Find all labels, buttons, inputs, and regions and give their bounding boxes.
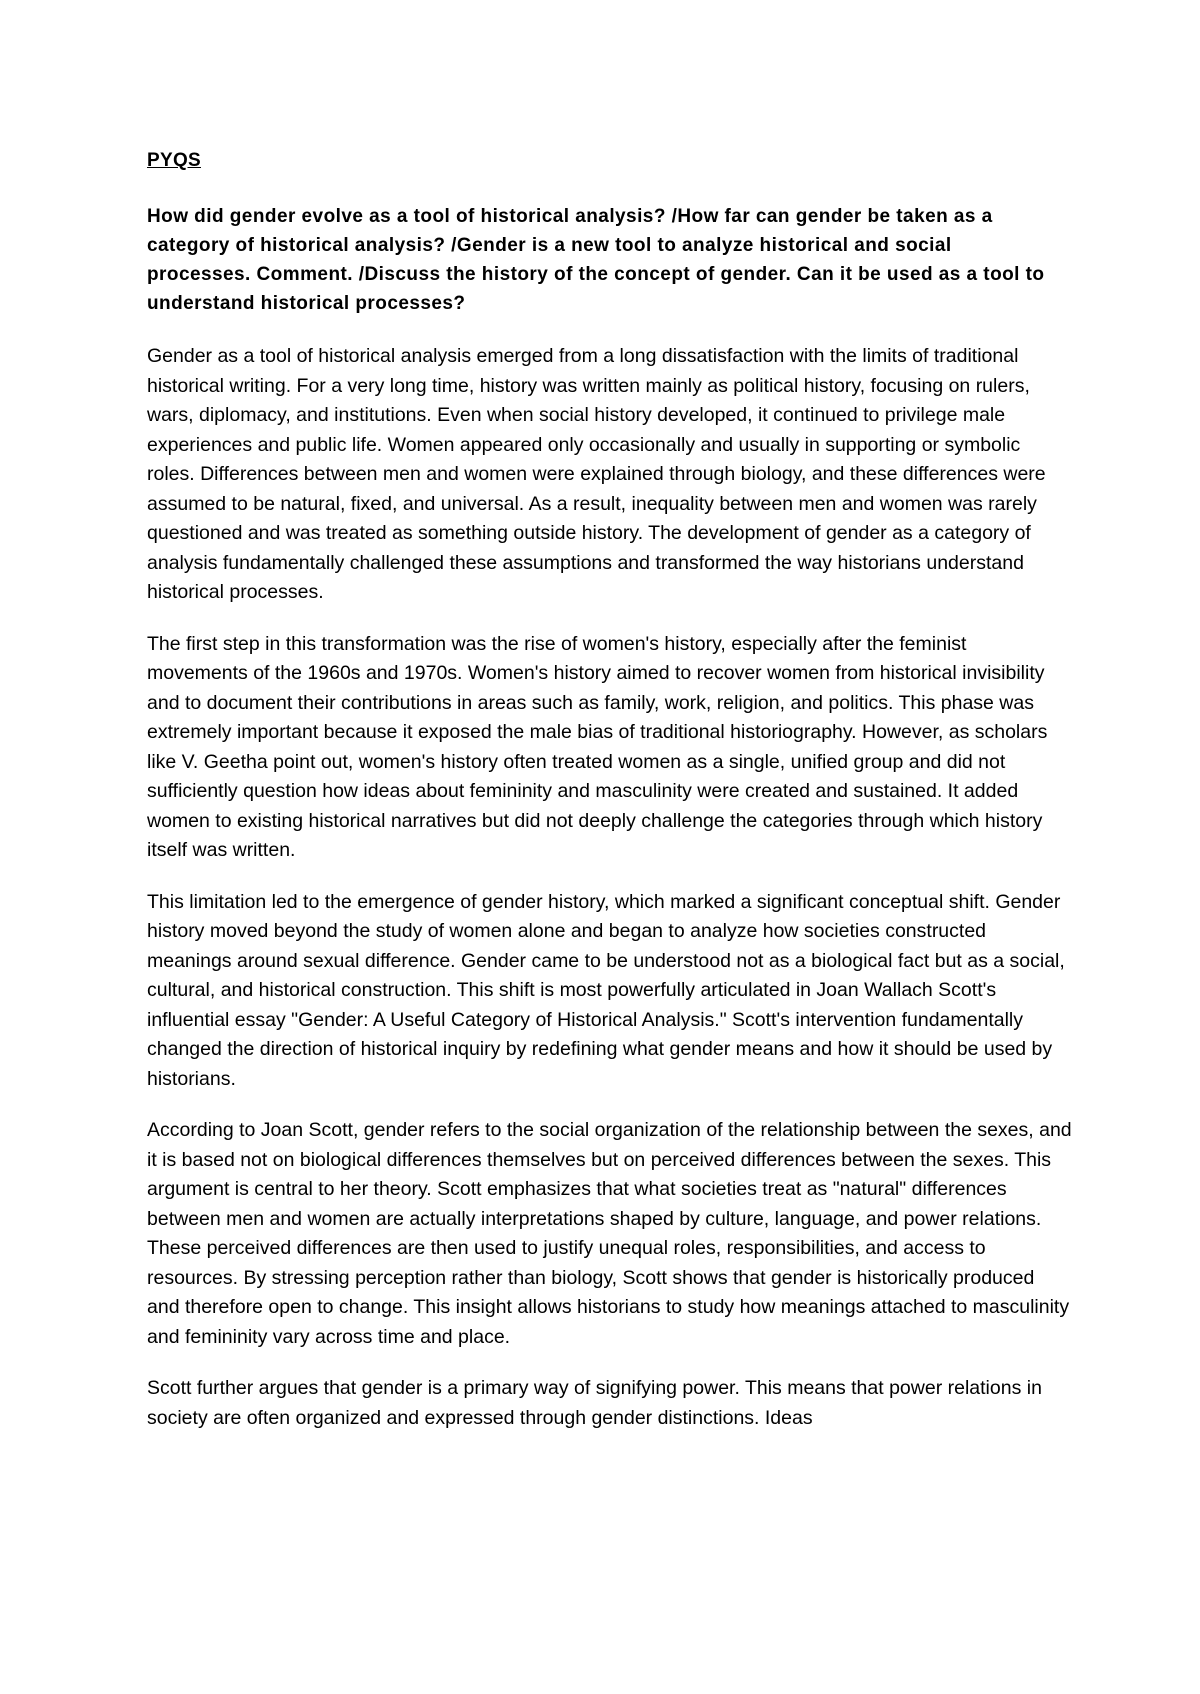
paragraph-2: The first step in this transformation was the rise of women's history, especially after the feminist movements of the 1960s and 1970s. Women's history aimed to recover women from historical invisibility and to document their contributions in areas such as family, work, religion, and politics. This phase was extremely important because it exposed the male bias of traditional historiography. However, as scholars like V. Geetha point out, women's history often treated women as a single, unified group and did not sufficiently question how ideas about femininity and masculinity were created and sustained. It added women to existing historical narratives but did not deeply challenge the categories through which history itself was written. bbox=[147, 632, 1048, 861]
document-heading: PYQS bbox=[147, 150, 201, 171]
question-text: How did gender evolve as a tool of historical analysis? /How far can gender be taken as a category of historical analysis? /Gender is a new tool to analyze historical and social processes. Comment. /Discuss the history of the concept of gender. Can it be used as a tool to understand historical processes? bbox=[147, 206, 1045, 314]
paragraph-3: This limitation led to the emergence of gender history, which marked a significant conceptual shift. Gender history moved beyond the study of women alone and began to analyze how societies constructed meanings around sexual difference. Gender came to be understood not as a biological fact but as a social, cultural, and historical construction. This shift is most powerfully articulated in Joan Wallach Scott's influential essay "Gender: A Useful Category of Historical Analysis." Scott's intervention fundamentally changed the direction of historical inquiry by redefining what gender means and how it should be used by historians. bbox=[147, 890, 1065, 1090]
paragraph-4: According to Joan Scott, gender refers to the social organization of the relationship between the sexes, and it is based not on biological differences themselves but on perceived differences between the sexes. This argument is central to her theory. Scott emphasizes that what societies treat as "natural" differences between men and women are actually interpretations shaped by culture, language, and power relations. These perceived differences are then used to justify unequal roles, responsibilities, and access to resources. By stressing perception rather than biology, Scott shows that gender is historically produced and therefore open to change. This insight allows historians to study how meanings attached to masculinity and femininity vary across time and place. bbox=[147, 1119, 1072, 1348]
paragraph-5: Scott further argues that gender is a primary way of signifying power. This means that power relations in society are often organized and expressed through gender distinctions. Ideas bbox=[147, 1377, 1042, 1429]
paragraph-1: Gender as a tool of historical analysis emerged from a long dissatisfaction with the limits of traditional historical writing. For a very long time, history was written mainly as political history, focusing on rulers, wars, diplomacy, and institutions. Even when social history developed, it continued to privilege male experiences and public life. Women appeared only occasionally and usually in supporting or symbolic roles. Differences between men and women were explained through biology, and these differences were assumed to be natural, fixed, and universal. As a result, inequality between men and women was rarely questioned and was treated as something outside history. The development of gender as a category of analysis fundamentally challenged these assumptions and transformed the way historians understand historical processes. bbox=[147, 345, 1046, 603]
